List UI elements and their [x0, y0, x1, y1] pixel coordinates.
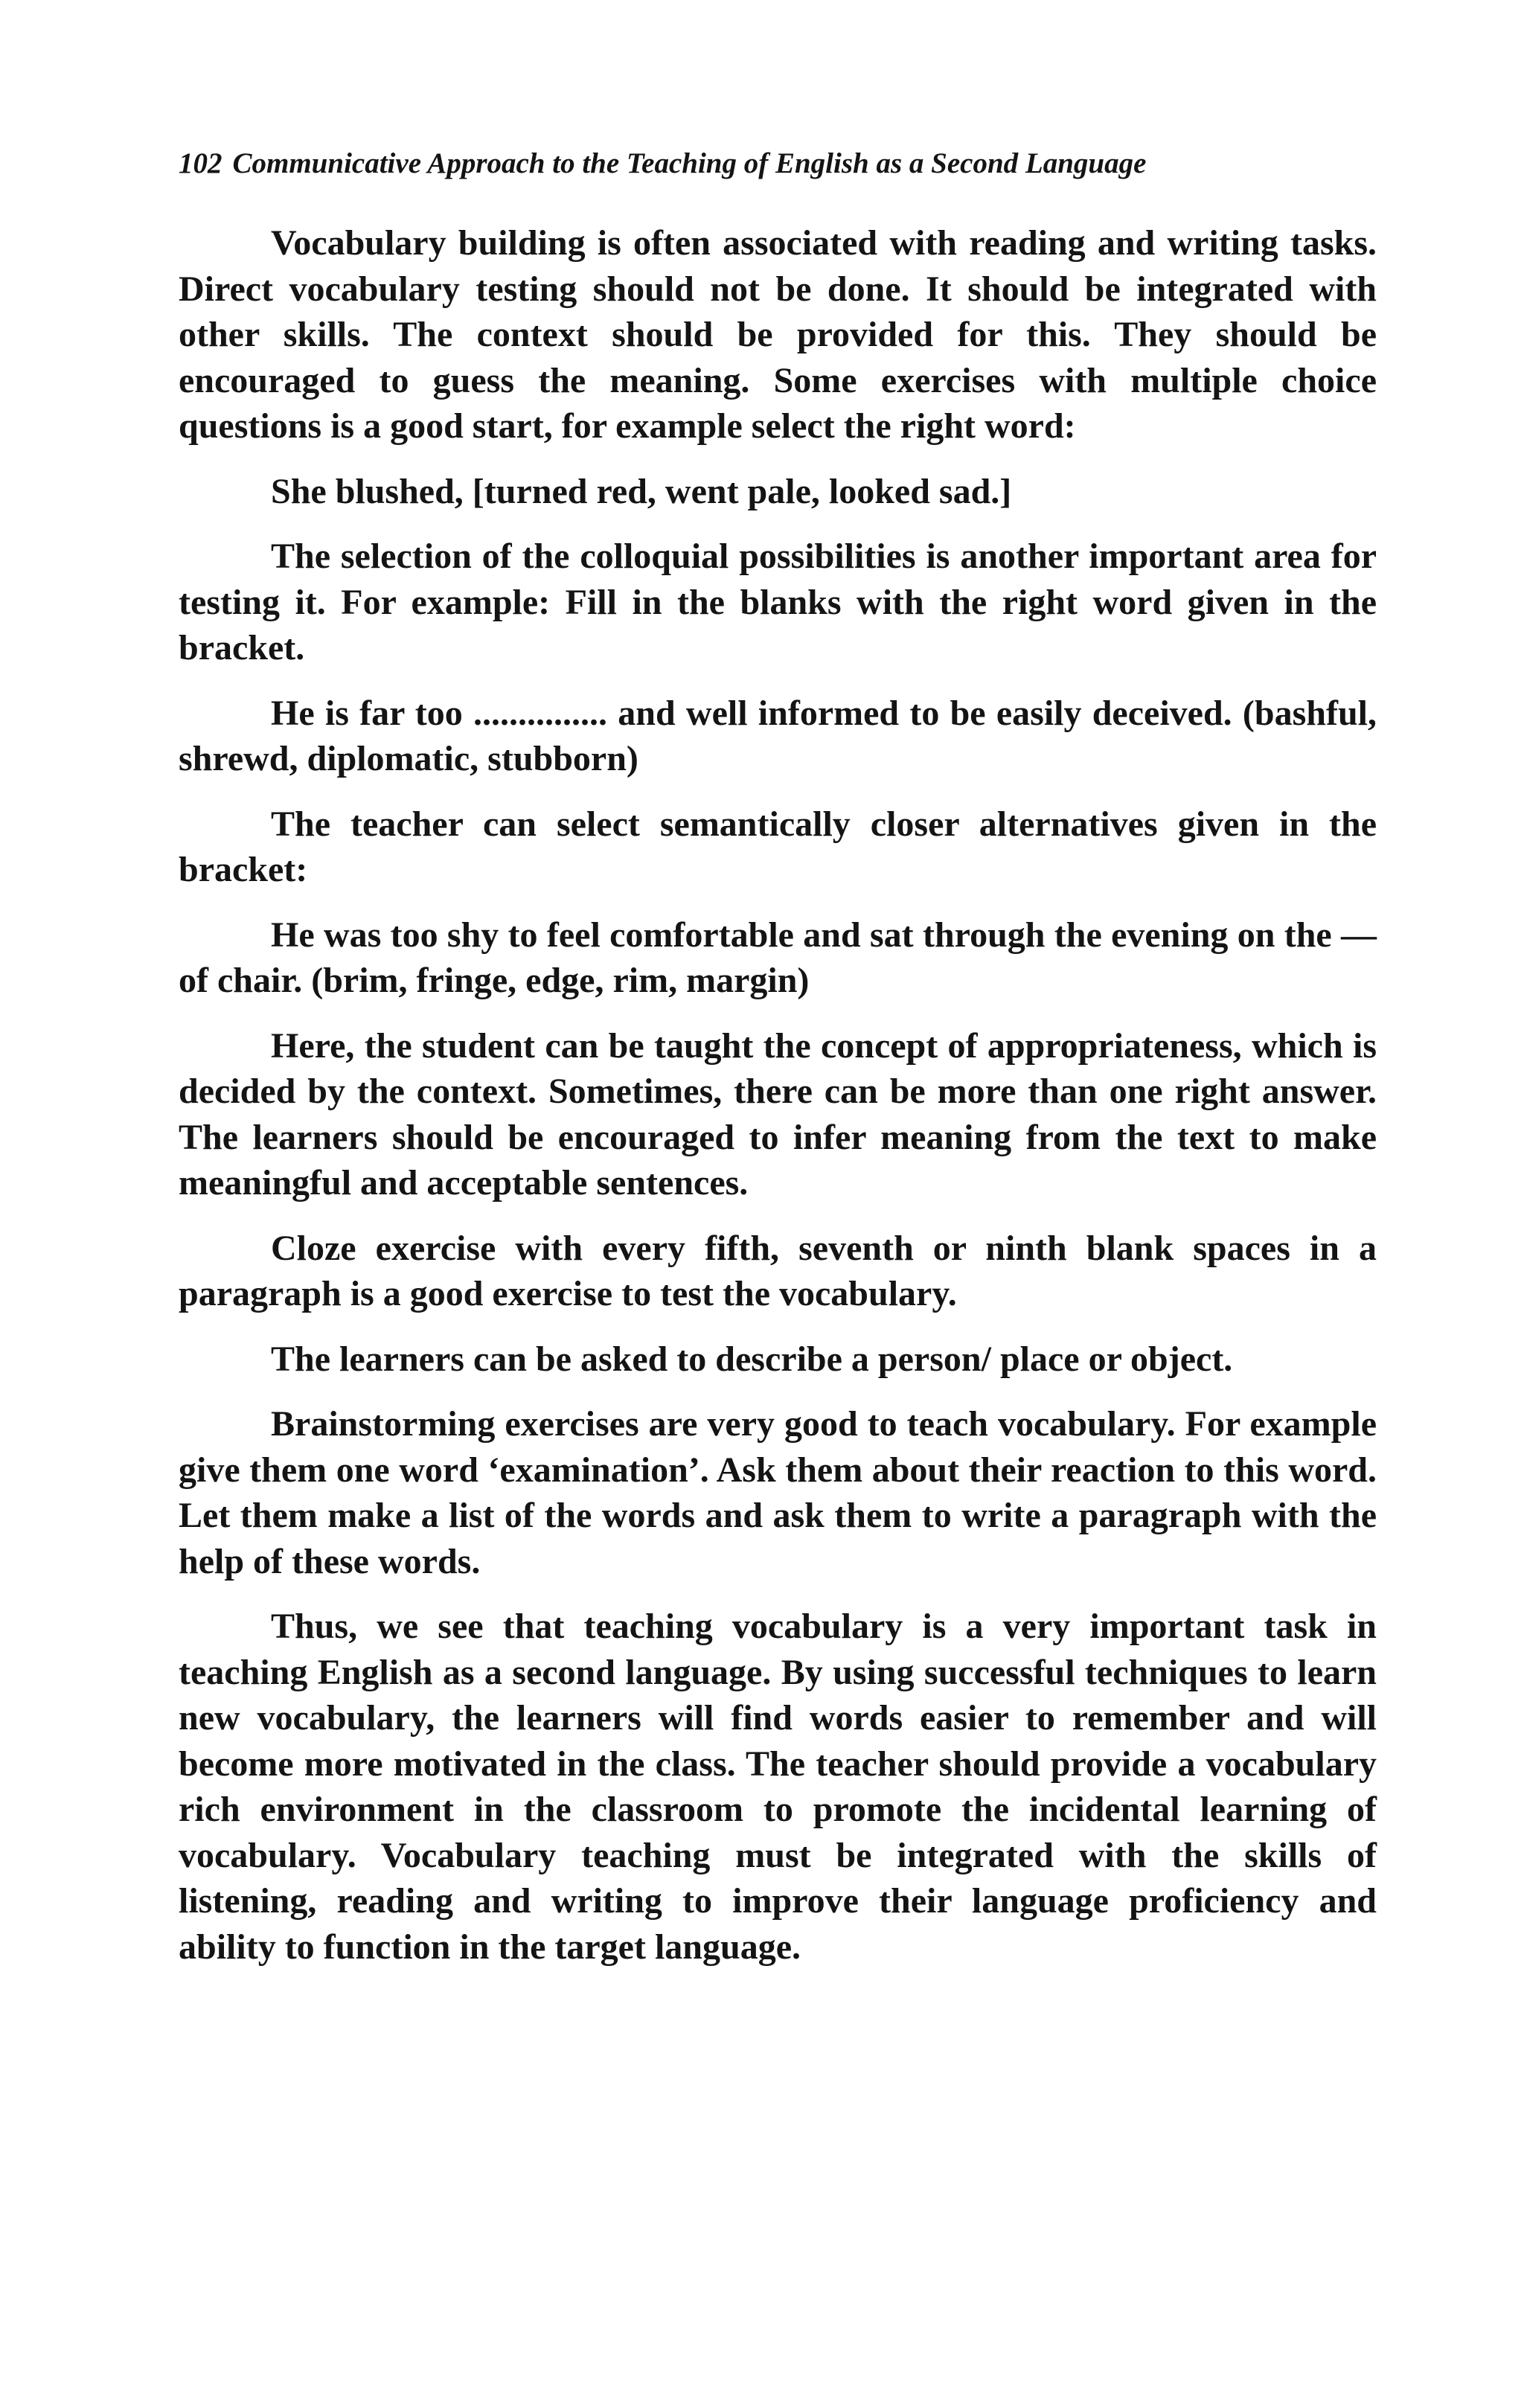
paragraph-semantic-alternatives: The teacher can select semantically closer alternatives given in the bracket: [179, 804, 1377, 889]
running-header [179, 146, 1377, 182]
paragraph-cloze-exercise: Cloze exercise with every fifth, seventh or ninth blank spaces in a paragraph is a good exercise to test the vocabulary. [179, 1228, 1377, 1313]
paragraph-vocabulary-building: Vocabulary building is often associated with reading and writing tasks. Direct vocabulary testing should not be done. It should be integrated with other skills. The context should be provided for this. They should be encouraged to guess the meaning. Some exercises with multiple choice questions is a good start, for example select the right word: [179, 223, 1377, 446]
running-title: Communicative Approach to the Teaching of English as a Second Language [232, 147, 1147, 179]
paragraph-describe: The learners can be asked to describe a person/ place or object. [271, 1339, 1233, 1379]
book-page [179, 146, 1377, 1989]
example-sentence-blushed: She blushed, [turned red, went pale, looked sad.] [271, 471, 1012, 511]
paragraph-brainstorming: Brainstorming exercises are very good to teach vocabulary. For example give them one word ‘examination’. Ask them about their reaction to this word. Let them make a list of the words and ask them to write a paragraph with the help of these words. [179, 1404, 1377, 1581]
example-sentence-fill-blank: He is far too ............... and well informed to be easily deceived. (bashful, shrewd, diplomatic, stubborn) [179, 693, 1377, 778]
page-number: 102 [179, 147, 222, 179]
body-text [179, 220, 1377, 1970]
paragraph-appropriateness: Here, the student can be taught the concept of appropriateness, which is decided by the context. Sometimes, there can be more than one right answer. The learners should be encouraged to infer meaning from the text to make meaningful and acceptable sentences. [179, 1025, 1377, 1203]
example-sentence-shy: He was too shy to feel comfortable and sat through the evening on the — of chair. (brim, fringe, edge, rim, margin) [179, 915, 1377, 1000]
paragraph-conclusion: Thus, we see that teaching vocabulary is a very important task in teaching English as a second language. By using successful techniques to learn new vocabulary, the learners will find words easier to remember and will become more motivated in the class. The teacher should provide a vocabulary rich environment in the classroom to promote the incidental learning of vocabulary. Vocabulary teaching must be integrated with the skills of listening, reading and writing to improve their language proficiency and ability to function in the target language. [179, 1607, 1377, 1967]
paragraph-colloquial-possibilities: The selection of the colloquial possibilities is another important area for testing it. For example: Fill in the blanks with the right word given in the bracket. [179, 537, 1377, 667]
